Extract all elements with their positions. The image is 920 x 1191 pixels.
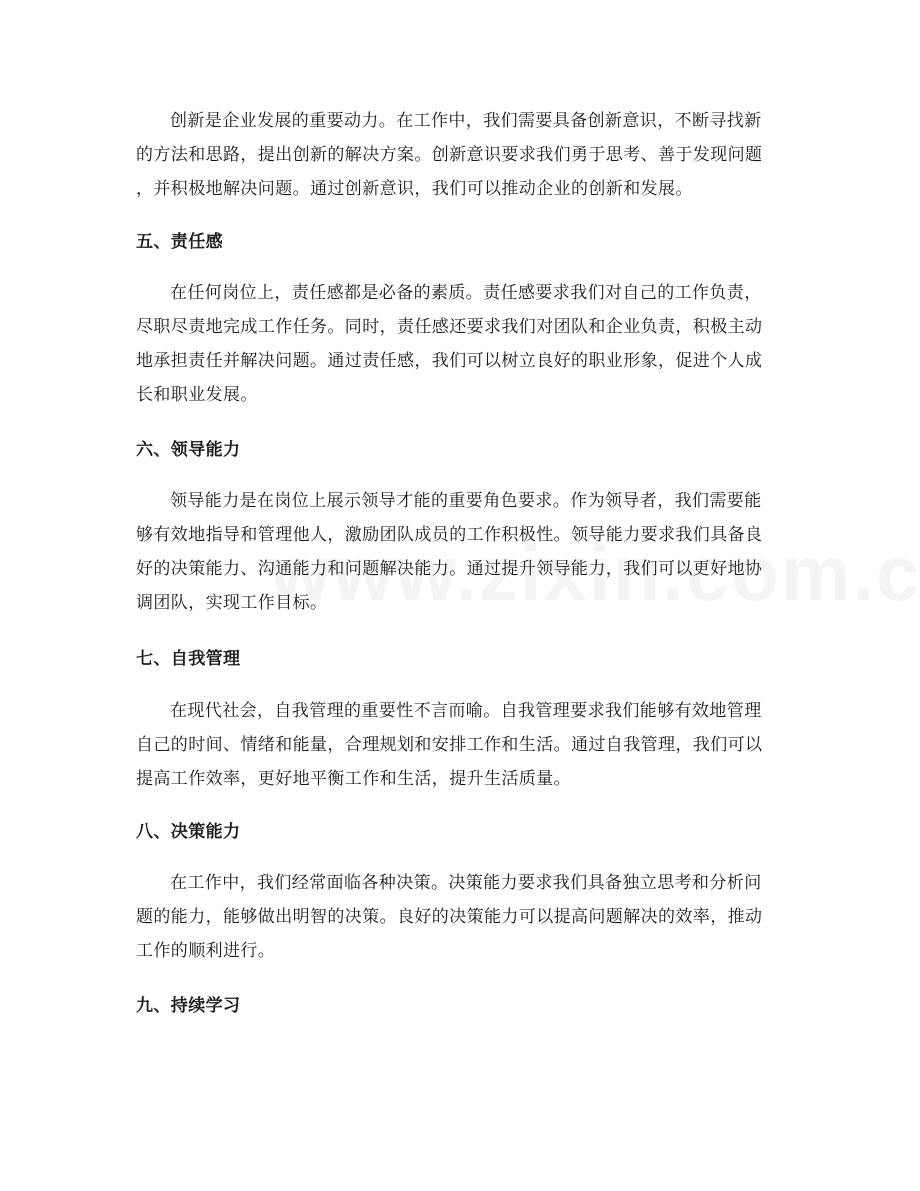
paragraph-line: 的方法和思路，提出创新的解决方案。创新意识要求我们勇于思考、善于发现问题 (136, 145, 763, 165)
section-heading-leadership: 六、领导能力 (136, 440, 241, 460)
paragraph-line: 长和职业发展。 (136, 385, 258, 405)
paragraph-decision-making (136, 866, 786, 968)
paragraph-line: 地承担责任并解决问题。通过责任感，我们可以树立良好的职业形象，促进个人成 (136, 351, 763, 371)
section-heading-continuous-learning: 九、持续学习 (136, 996, 241, 1016)
paragraph-leadership (136, 484, 786, 620)
paragraph-line: ，并积极地解决问题。通过创新意识，我们可以推动企业的创新和发展。 (136, 179, 693, 199)
paragraph-responsibility (136, 276, 786, 412)
section-heading-responsibility: 五、责任感 (136, 232, 223, 252)
section-heading-self-management: 七、自我管理 (136, 649, 241, 669)
paragraph-line: 在任何岗位上，责任感都是必备的素质。责任感要求我们对自己的工作负责， (170, 283, 762, 303)
paragraph-line: 在现代社会，自我管理的重要性不言而喻。自我管理要求我们能够有效地管理 (170, 701, 762, 721)
paragraph-line: 领导能力是在岗位上展示领导才能的重要角色要求。作为领导者，我们需要能 (170, 491, 762, 511)
paragraph-line: 够有效地指导和管理他人，激励团队成员的工作积极性。领导能力要求我们具备良 (136, 525, 763, 545)
paragraph-line: 调团队，实现工作目标。 (136, 593, 328, 613)
paragraph-line: 创新是企业发展的重要动力。在工作中，我们需要具备创新意识，不断寻找新 (170, 111, 762, 131)
section-heading-decision-making: 八、决策能力 (136, 822, 241, 842)
paragraph-line: 工作的顺利进行。 (136, 941, 276, 961)
paragraph-line: 好的决策能力、沟通能力和问题解决能力。通过提升领导能力，我们可以更好地协 (136, 559, 763, 579)
paragraph-self-management (136, 694, 786, 796)
paragraph-line: 在工作中，我们经常面临各种决策。决策能力要求我们具备独立思考和分析问 (170, 873, 762, 893)
paragraph-line: 自己的时间、情绪和能量，合理规划和安排工作和生活。通过自我管理，我们可以 (136, 735, 763, 755)
paragraph-line: 尽职尽责地完成工作任务。同时，责任感还要求我们对团队和企业负责，积极主动 (136, 317, 763, 337)
paragraph-line: 提高工作效率，更好地平衡工作和生活，提升生活质量。 (136, 769, 571, 789)
paragraph-innovation (136, 104, 786, 206)
paragraph-line: 题的能力，能够做出明智的决策。良好的决策能力可以提高问题解决的效率，推动 (136, 907, 763, 927)
